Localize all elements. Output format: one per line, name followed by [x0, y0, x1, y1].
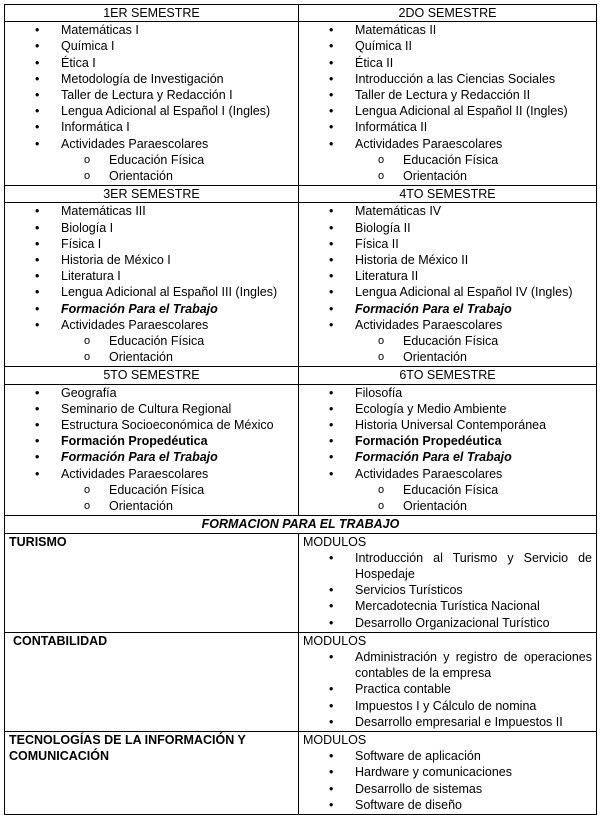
- activity-subitem: o Orientación: [403, 349, 592, 365]
- subject-label: Actividades Paraescolares: [61, 466, 209, 481]
- subject-label: Lengua Adicional al Español III (Ingles): [61, 285, 278, 300]
- subject-label: Formación Propedéutica: [355, 434, 502, 449]
- subject-item: [61, 449, 294, 465]
- module-list: [303, 748, 592, 813]
- module-item: • Practica contable: [355, 681, 592, 697]
- modules-label: MODULOS: [303, 732, 367, 747]
- subject-list: [9, 385, 294, 515]
- module-list: [303, 550, 592, 631]
- activity-subitem: o Educación Física: [403, 152, 592, 168]
- semester-content-row: [5, 22, 597, 186]
- subject-label: Lengua Adicional al Español I (Ingles): [61, 104, 271, 119]
- subject-label: Taller de Lectura y Redacción II: [355, 88, 531, 103]
- career-modules-cell: [299, 731, 597, 814]
- fpt-body: [5, 516, 597, 533]
- subject-label: Matemáticas III: [61, 204, 146, 219]
- activity-subitem: o Orientación: [109, 498, 294, 514]
- subject-label: Matemáticas IV: [355, 204, 442, 219]
- semester-content-row: [5, 384, 597, 516]
- subject-item: [355, 103, 592, 119]
- subject-item: [61, 136, 294, 185]
- subject-label: Estructura Socioeconómica de México: [61, 418, 274, 433]
- module-item: • Hardware y comunicaciones: [355, 764, 592, 780]
- subject-label: Actividades Paraescolares: [355, 317, 503, 332]
- subject-item: [61, 236, 294, 252]
- subject-item: [355, 385, 592, 401]
- subject-label: Geografía: [61, 385, 117, 400]
- subject-item: [61, 71, 294, 87]
- semester-subjects-cell: [299, 22, 597, 186]
- subject-label: Literatura II: [355, 269, 419, 284]
- subject-label: Taller de Lectura y Redacción I: [61, 88, 233, 103]
- subject-label: Biología I: [61, 220, 114, 235]
- subject-list: [9, 203, 294, 365]
- subject-item: [355, 317, 592, 366]
- subject-item: [355, 55, 592, 71]
- subject-label: Filosofía: [355, 385, 403, 400]
- semester-title: 4TO SEMESTRE: [299, 186, 597, 203]
- subject-list: [9, 22, 294, 184]
- subject-list: [303, 385, 592, 515]
- career-row: [5, 533, 597, 632]
- subject-label: Formación Para el Trabajo: [61, 450, 218, 465]
- activity-sublist: [355, 482, 592, 514]
- subject-label: Lengua Adicional al Español II (Ingles): [355, 104, 568, 119]
- module-item: • Desarrollo Organizacional Turístico: [355, 615, 592, 631]
- subject-label: Introducción a las Ciencias Sociales: [355, 71, 556, 86]
- subject-label: Química II: [355, 39, 412, 54]
- semester-subjects-cell: [5, 203, 299, 367]
- subject-item: [61, 22, 294, 38]
- subject-label: Matemáticas II: [355, 23, 437, 38]
- subject-label: Ética I: [61, 55, 96, 70]
- activity-subitem: o Orientación: [109, 168, 294, 184]
- activity-sublist: [355, 152, 592, 184]
- module-list: [303, 649, 592, 730]
- semester-subjects-cell: [5, 384, 299, 516]
- subject-label: Actividades Paraescolares: [355, 136, 503, 151]
- semester-header-row: [5, 5, 597, 22]
- subject-label: Actividades Paraescolares: [61, 136, 209, 151]
- subject-label: Informática I: [61, 120, 130, 135]
- module-item: • Introducción al Turismo y Servicio de Hospedaje: [355, 550, 592, 582]
- career-name-cell: [5, 731, 299, 814]
- subject-item: [355, 252, 592, 268]
- subject-label: Ecología y Medio Ambiente: [355, 401, 507, 416]
- semester-title: 3ER SEMESTRE: [5, 186, 299, 203]
- career-row: [5, 632, 597, 731]
- semester-subjects-cell: [299, 384, 597, 516]
- subject-item: [61, 119, 294, 135]
- module-item: • Impuestos I y Cálculo de nomina: [355, 698, 592, 714]
- module-item: • Desarrollo empresarial e Impuestos II: [355, 714, 592, 730]
- careers-body: [5, 533, 597, 814]
- semester-header-row: [5, 186, 597, 203]
- subject-item: [61, 385, 294, 401]
- semester-subjects-cell: [5, 22, 299, 186]
- subject-item: [61, 38, 294, 54]
- activity-subitem: o Orientación: [403, 498, 592, 514]
- career-name-cell: [5, 533, 299, 632]
- activity-subitem: o Orientación: [403, 168, 592, 184]
- activity-subitem: o Educación Física: [403, 333, 592, 349]
- semester-title: 6TO SEMESTRE: [299, 367, 597, 384]
- subject-item: [355, 38, 592, 54]
- subject-item: [355, 417, 592, 433]
- subject-item: [61, 417, 294, 433]
- subject-item: [61, 220, 294, 236]
- activity-subitem: o Educación Física: [109, 333, 294, 349]
- activity-subitem: o Educación Física: [403, 482, 592, 498]
- subject-label: Formación Para el Trabajo: [61, 301, 218, 316]
- subject-item: [355, 136, 592, 185]
- modules-label: MODULOS: [303, 534, 367, 549]
- subject-list: [303, 203, 592, 365]
- career-modules-cell: [299, 632, 597, 731]
- subject-label: Formación Para el Trabajo: [355, 450, 512, 465]
- activity-subitem: o Orientación: [109, 349, 294, 365]
- semester-title: 2DO SEMESTRE: [299, 5, 597, 22]
- semester-title: 5TO SEMESTRE: [5, 367, 299, 384]
- semester-title: 1ER SEMESTRE: [5, 5, 299, 22]
- subject-label: Biología II: [355, 220, 411, 235]
- fpt-header-row: [5, 516, 597, 533]
- subject-item: [61, 87, 294, 103]
- subject-item: [355, 466, 592, 515]
- subject-label: Metodología de Investigación: [61, 71, 224, 86]
- subject-item: [61, 401, 294, 417]
- subject-item: [61, 466, 294, 515]
- subject-item: [355, 449, 592, 465]
- subject-item: [355, 119, 592, 135]
- subject-label: Informática II: [355, 120, 428, 135]
- subject-label: Historia de México I: [61, 253, 171, 268]
- subject-label: Actividades Paraescolares: [355, 466, 503, 481]
- subject-label: Actividades Paraescolares: [61, 317, 209, 332]
- subject-item: [355, 236, 592, 252]
- modules-label: MODULOS: [303, 633, 367, 648]
- subject-item: [355, 284, 592, 300]
- career-name-cell: [5, 632, 299, 731]
- career-modules-cell: [299, 533, 597, 632]
- subject-label: Historia Universal Contemporánea: [355, 418, 547, 433]
- subject-item: [355, 87, 592, 103]
- career-name: TURISMO: [9, 534, 67, 549]
- semester-header-row: [5, 367, 597, 384]
- subject-label: Ética II: [355, 55, 394, 70]
- module-item: • Software de aplicación: [355, 748, 592, 764]
- subject-item: [61, 301, 294, 317]
- subject-item: [355, 71, 592, 87]
- subject-label: Formación Propedéutica: [61, 434, 208, 449]
- subject-label: Literatura I: [61, 269, 121, 284]
- subject-item: [61, 268, 294, 284]
- module-item: • Servicios Turísticos: [355, 582, 592, 598]
- subject-item: [61, 317, 294, 366]
- semester-subjects-cell: [299, 203, 597, 367]
- career-name: TECNOLOGÍAS DE LA INFORMACIÓN Y COMUNICACIÓN: [9, 732, 246, 764]
- module-item: • Desarrollo de sistemas: [355, 781, 592, 797]
- subject-label: Historia de México II: [355, 253, 469, 268]
- activity-sublist: [61, 152, 294, 184]
- subject-label: Seminario de Cultura Regional: [61, 401, 232, 416]
- semester-content-row: [5, 203, 597, 367]
- career-row: [5, 731, 597, 814]
- module-item: • Software de diseño: [355, 797, 592, 813]
- subject-item: [355, 301, 592, 317]
- subject-item: [61, 433, 294, 449]
- subject-item: [355, 22, 592, 38]
- curriculum-table: [4, 4, 597, 815]
- subject-label: Física I: [61, 236, 102, 251]
- subject-label: Matemáticas I: [61, 23, 139, 38]
- subject-item: [355, 220, 592, 236]
- activity-subitem: o Educación Física: [109, 482, 294, 498]
- subject-item: [355, 433, 592, 449]
- subject-label: Lengua Adicional al Español IV (Ingles): [355, 285, 573, 300]
- career-name: CONTABILIDAD: [13, 633, 108, 648]
- subject-item: [61, 284, 294, 300]
- activity-sublist: [61, 482, 294, 514]
- subject-label: Química I: [61, 39, 115, 54]
- subject-item: [355, 401, 592, 417]
- semesters-body: [5, 5, 597, 516]
- subject-item: [355, 268, 592, 284]
- module-item: • Mercadotecnia Turística Nacional: [355, 598, 592, 614]
- subject-item: [61, 203, 294, 219]
- subject-list: [303, 22, 592, 184]
- subject-label: Formación Para el Trabajo: [355, 301, 512, 316]
- activity-sublist: [61, 333, 294, 365]
- subject-item: [61, 103, 294, 119]
- subject-label: Física II: [355, 236, 399, 251]
- subject-item: [61, 252, 294, 268]
- activity-sublist: [355, 333, 592, 365]
- subject-item: [61, 55, 294, 71]
- fpt-title: FORMACION PARA EL TRABAJO: [5, 516, 597, 533]
- module-item: • Administración y registro de operaciones contables de la empresa: [355, 649, 592, 681]
- activity-subitem: o Educación Física: [109, 152, 294, 168]
- subject-item: [355, 203, 592, 219]
